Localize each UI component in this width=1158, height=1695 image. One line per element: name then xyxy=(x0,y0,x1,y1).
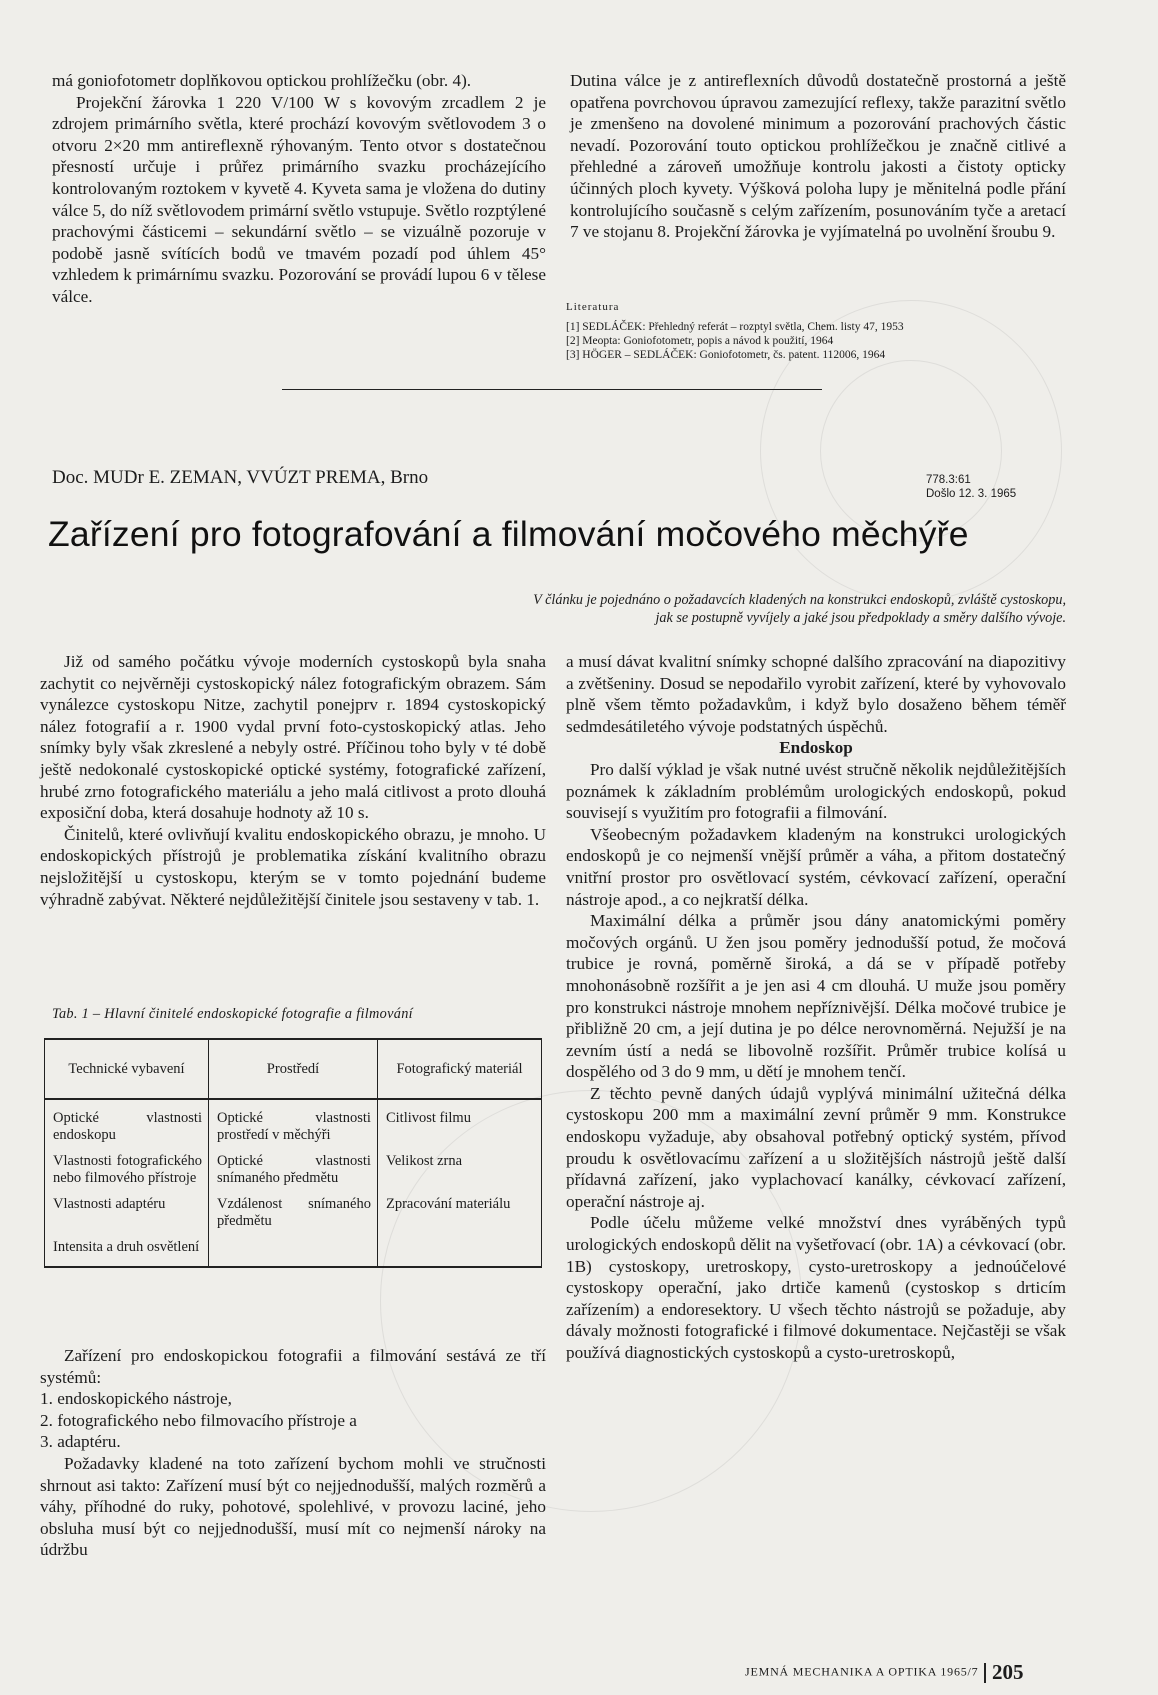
paragraph: a musí dávat kvalitní snímky schopné dalšího zpracování na diapozitivy a zvětšeniny. Dosud se nepodařilo vyrobit zařízení, které by vyhovovalo plně všem těmto požadavkům, i když bylo dosaženo během téměř sedmdesátiletého vývoje podstatných úspěchů. xyxy=(566,652,1066,736)
table-row xyxy=(45,1236,542,1267)
table-cell: Citlivost filmu xyxy=(377,1099,541,1150)
paragraph: Podle účelu můžeme velké množství dnes vyráběných typů urologických endoskopů dělit na vyšetřovací (obr. 1A) a cévkovací (obr. 1B) cystoskopy, uretroskopy, cysto-uretroskopy a jednoúčelové cystoskopy operační, jako drtiče kamenů (cystoskop s drticím zařízením) a endoresektory. U všech těchto nástrojů se požaduje, aby dávaly možnosti fotografické i filmové dokumentace. Nejčastěji se však používá diagnostických cystoskopů a cysto-uretroskopů, xyxy=(566,1213,1066,1362)
list-item: 3. adaptéru. xyxy=(40,1432,121,1452)
table-cell: Vlastnosti fotografického nebo filmového přístroje xyxy=(53,1153,202,1186)
reference-item: [1] SEDLÁČEK: Přehledný referát – rozptyl světla, Chem. listy 47, 1953 xyxy=(566,321,904,333)
table-cell: Optické vlastnosti endoskopu xyxy=(53,1110,202,1143)
factors-table xyxy=(44,1038,542,1268)
table-row xyxy=(45,1193,542,1236)
section-heading: Endoskop xyxy=(779,738,853,758)
table-header: Technické vybavení xyxy=(45,1039,209,1099)
udc-code: 778.3:61 xyxy=(926,474,971,486)
section-divider xyxy=(282,389,822,390)
top-right-column xyxy=(570,70,1066,243)
page-footer xyxy=(745,1660,1023,1685)
paragraph: Zařízení pro endoskopickou fotografii a filmování sestává ze tří systémů: xyxy=(40,1346,546,1387)
paragraph: Požadavky kladené na toto zařízení bychom mohli ve stručnosti shrnout asi takto: Zařízení musí být co nejjednodušší, malých rozměrů a váhy, příhodné do ruky, pohotové, spolehlivé, v provozu laciné, jeho obsluha musí být co nejjednodušší, musí mít co nejmenší nároky na údržbu xyxy=(40,1453,546,1560)
table-header-row xyxy=(45,1039,542,1099)
paragraph: Dutina válce je z antireflexních důvodů dostatečně prostorná a ještě opatřena povrchovou úpravou zamezující reflexy, takže parazitní světlo je zmenšeno na dovolené minimum a pozorování prachových částic nevadí. Pozorování touto optickou prohlížečkou je značně citlivé a přehledné a zároveň umožňuje kontrolu jakosti a čistoty opticky účinných ploch kyvety. Výšková poloha lupy je měnitelná podle přání kontrolujícího současně s celým zařízením, posunováním tyče a aretací 7 ve stojanu 8. Projekční žárovka je vyjímatelná po uvolnění šroubu 9. xyxy=(570,71,1066,242)
paragraph: Projekční žárovka 1 220 V/100 W s kovovým zrcadlem 2 je zdrojem primárního světla, které prochází kovovým světlovodem 3 o otvoru 2×20 mm antireflexně rýhovaným. Tento otvor s dostatečnou přesností určuje i průřez primárního svazku procházejícího kontrolovaným roztokem v kyvetě 4. Kyveta sama je vložena do dutiny válce 5, do níž světlovodem primární světlo vstupuje. Světlo rozptýlené prachovými částicemi – sekundární světlo – se vizuálně pozoruje v podobě jasně svítících bodů ve tmavém pozadí pod úhlem 45° vzhledem k primárnímu svazku. Pozorování se provádí lupou 6 v tělese válce. xyxy=(52,92,546,306)
paragraph: Z těchto pevně daných údajů vyplývá minimální užitečná délka cystoskopu 200 mm a maximální zevní průměr 9 mm. Konstrukce endoskopu vyžaduje, aby obsahoval potřebný optický systém, přívod proudu k osvětlovacímu zařízení a u složitějších nástrojů ještě další přídavná zařízení, jako vyplachovací kanálky, cévkovací zařízení, operační nástroje aj. xyxy=(566,1083,1066,1211)
paragraph: Všeobecným požadavkem kladeným na konstrukci urologických endoskopů je co nejmenší vnější průměr a váha, a přitom dostatečný vnitřní prostor pro osvětlovací systém, cévkovací zařízení, operační nástroje apod., a co nejkratší délka. xyxy=(566,824,1066,909)
main-right-column xyxy=(566,651,1066,1364)
top-left-column xyxy=(52,70,546,308)
table-caption: Tab. 1 – Hlavní činitelé endoskopické fotografie a filmování xyxy=(52,1006,413,1022)
table-cell: Velikost zrna xyxy=(377,1150,541,1193)
main-left-column xyxy=(40,651,546,910)
table-header: Prostředí xyxy=(209,1039,378,1099)
table-row xyxy=(45,1099,542,1150)
table-header: Fotografický materiál xyxy=(377,1039,541,1099)
table-cell: Vlastnosti adaptéru xyxy=(53,1196,166,1212)
literature-heading: Literatura xyxy=(566,301,620,313)
table-row xyxy=(45,1150,542,1193)
table-cell: Optické vlastnosti snímaného předmětu xyxy=(209,1150,378,1193)
after-table-text xyxy=(40,1345,546,1561)
paragraph: Již od samého počátku vývoje moderních cystoskopů byla snaha zachytit co nejvěrněji cystoskopický nález fotografickým obrazem. Sám vynálezce cystoskopu Nitze, zachytil ponejprv r. 1894 cystoskopický nález fotografií a r. 1900 vydal první foto-cystoskopický atlas. Jeho snímky byly však zkreslené a nebyly ostré. Příčinou toho byly v té době ještě nedokonalé cystoskopické optické systémy, fotografické zařízení, hrubé zrno fotografického materiálu a jeho malá citlivost a proto dlouhá exposiční doba, která dosahuje hodnoty až 10 s. xyxy=(40,652,546,823)
abstract-line: jak se postupně vyvíjely a jaké jsou předpoklady a směry dalšího vývoje. xyxy=(655,610,1066,626)
table-cell: Vzdálenost snímaného předmětu xyxy=(209,1193,378,1236)
list-item: 2. fotografického nebo filmovacího přístroje a xyxy=(40,1410,357,1430)
journal-name: JEMNÁ MECHANIKA A OPTIKA 1965/7 xyxy=(745,1664,979,1679)
received-date: Došlo 12. 3. 1965 xyxy=(926,488,1017,500)
reference-item: [3] HÖGER – SEDLÁČEK: Goniofotometr, čs. patent. 112006, 1964 xyxy=(566,349,886,361)
list-item: 1. endoskopického nástroje, xyxy=(40,1389,232,1409)
article-meta xyxy=(926,473,1016,501)
table-cell xyxy=(377,1236,541,1267)
article-title: Zařízení pro fotografování a filmování močového měchýře xyxy=(48,514,969,554)
literature-list xyxy=(566,300,1066,362)
paragraph: Maximální délka a průměr jsou dány anatomickými poměry močových orgánů. U žen jsou poměry jednodušší potud, že močová trubice je rovná, poměrně široká, a dá se v případě potřeby mnohonásobně rozšířit a je jen asi 4 cm dlouhá. U muže jsou poměry pro konstrukci nástroje mnohem nepříznivější. Délka močové trubice je přibližně 20 cm, a její dutina je po délce nerovnoměrná. Nejužší je na zevním ústí a nedá se libovolně rozšířit. Průměr trubice kolísá u dospělého od 3 do 9 mm, u dětí je mnohem tenčí. xyxy=(566,911,1066,1082)
abstract-line: V článku je pojednáno o požadavcích kladených na konstrukci endoskopů, zvláště cystoskopu, xyxy=(533,592,1066,608)
paragraph: má goniofotometr doplňkovou optickou prohlížečku (obr. 4). xyxy=(52,71,472,90)
table-cell: Intensita a druh osvětlení xyxy=(53,1239,200,1255)
reference-item: [2] Meopta: Goniofotometr, popis a návod k použití, 1964 xyxy=(566,335,834,347)
paragraph: Pro další výklad je však nutné uvést stručně několik nejdůležitějších poznámek k základním problémům urologických endoskopů, pokud souvisejí s využitím pro fotografii a filmování. xyxy=(566,759,1066,823)
table-cell: Optické vlastnosti prostředí v měchýři xyxy=(209,1099,378,1150)
footer-separator xyxy=(984,1663,986,1683)
article-author: Doc. MUDr E. ZEMAN, VVÚZT PREMA, Brno xyxy=(52,467,429,488)
table-cell: Zpracování materiálu xyxy=(377,1193,541,1236)
article-abstract xyxy=(300,591,1066,627)
page-number: 205 xyxy=(991,1660,1024,1684)
paragraph: Činitelů, které ovlivňují kvalitu endoskopického obrazu, je mnoho. U endoskopických přístrojů je problematika získání kvalitního obrazu nejsložitější u cystoskopu, kterým se v tomto pojednání budeme výhradně zabývat. Některé nejdůležitější činitele jsou sestaveny v tab. 1. xyxy=(40,824,546,909)
table-cell xyxy=(209,1236,378,1267)
